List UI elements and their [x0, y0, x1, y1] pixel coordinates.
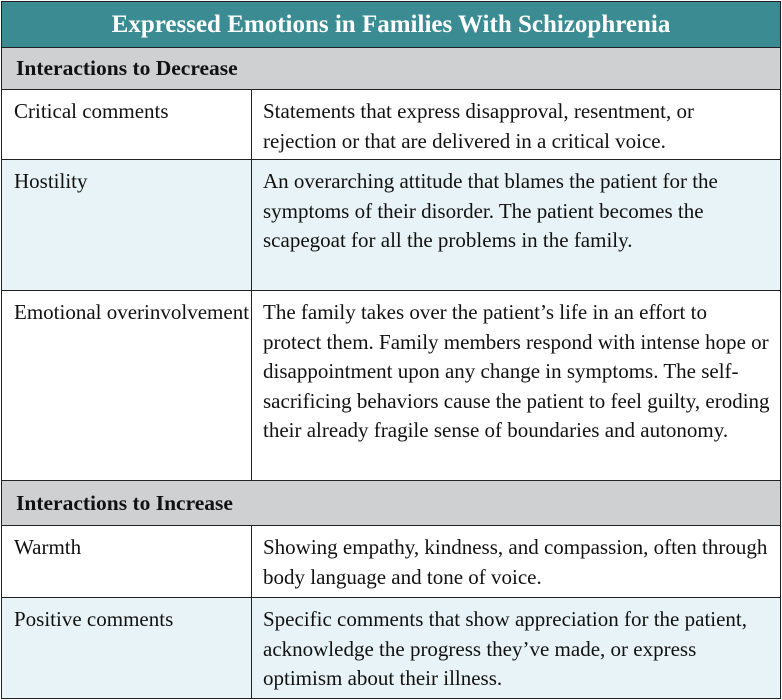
description-positive-comments: Specific comments that show appreciation for the patient, acknowledge the progress they’ve made, or express optimism about their illness.: [263, 607, 748, 690]
table-row: [2, 526, 780, 598]
expressed-emotions-table: [1, 1, 781, 699]
table-row: [2, 598, 780, 698]
description-warmth: Showing empathy, kindness, and compassion, often through body language and tone of voice.: [263, 535, 768, 589]
table-title: Expressed Emotions in Families With Schizophrenia: [2, 2, 780, 48]
table-row: [2, 291, 780, 481]
term-critical-comments: Critical comments: [2, 90, 252, 159]
section-heading-decrease: Interactions to Decrease: [2, 48, 780, 90]
term-emotional-overinvolvement: Emotional overinvolvement: [2, 291, 252, 480]
term-positive-comments: Positive comments: [2, 598, 252, 698]
section-heading-increase: Interactions to Increase: [2, 481, 780, 526]
table-row: [2, 160, 780, 291]
description-hostility: An overarching attitude that blames the patient for the symptoms of their disorder. The patient becomes the scapegoat for all the problems in the family.: [263, 169, 718, 252]
description-critical-comments: Statements that express disapproval, resentment, or rejection or that are delivered in a critical voice.: [263, 99, 694, 153]
term-warmth: Warmth: [2, 526, 252, 597]
description-emotional-overinvolvement: The family takes over the patient’s life in an effort to protect them. Family members respond with intense hope or disappointment upon any change in symptoms. The self-sacrificing behaviors cause the patient to feel guilty, eroding their already fragile sense of boundaries and autonomy.: [263, 300, 770, 442]
term-hostility: Hostility: [2, 160, 252, 290]
table-row: [2, 90, 780, 160]
